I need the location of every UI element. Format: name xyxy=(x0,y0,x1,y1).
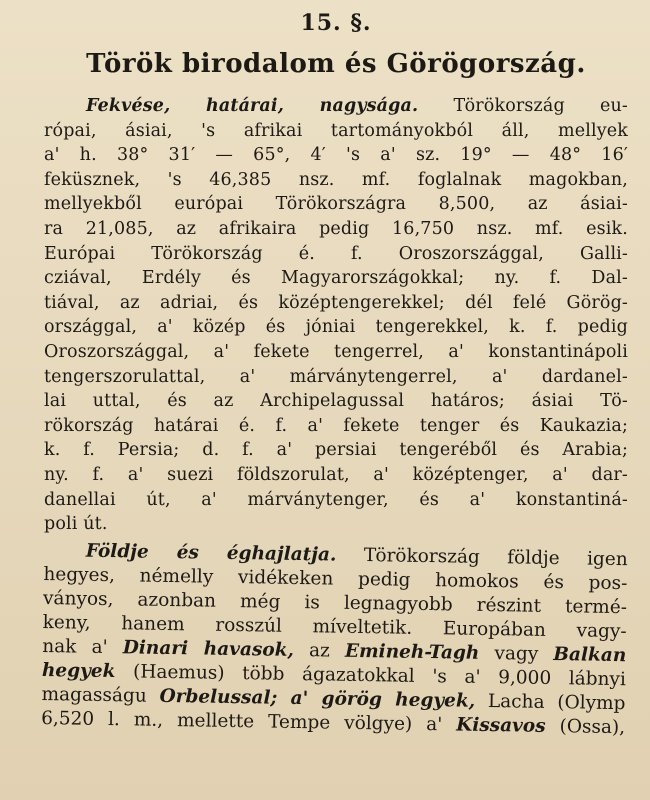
paragraph-location-borders-size xyxy=(44,94,628,537)
place-name: Balkan xyxy=(553,643,627,666)
place-name: Orbelussal; a' görög hegyek, xyxy=(159,685,476,712)
text-line: tiával, az adriai, és középtengerekkel; dél felé Görög- xyxy=(44,292,628,313)
place-name: Emineh-Tagh xyxy=(344,640,480,664)
text-line: danellai út, a' márványtenger, és a' konstantiná- xyxy=(44,489,628,510)
text-segment: vagy xyxy=(494,642,539,665)
text-line: feküsznek, 's 46,385 nsz. mf. foglalnak magokban, xyxy=(44,169,628,190)
text-line: poli út. xyxy=(44,514,108,535)
paragraph-soil-climate xyxy=(41,539,628,740)
text-line: lai uttal, és az Archipelagussal határos; ásiai Tö- xyxy=(44,391,628,412)
section-number: 15. §. xyxy=(300,10,372,36)
text-segment: magasságu xyxy=(41,683,147,707)
text-line: keny, hanem rosszúl míveltetik. Europában vagy- xyxy=(42,611,627,642)
text-segment: (Haemus) több ágazatokkal 's a' 9,000 lábnyi xyxy=(132,661,627,690)
text-line: ványos, azonban még is legnagyobb részint termé- xyxy=(42,587,628,618)
text-segment: Törökország eu- xyxy=(453,96,628,116)
text-segment: nak a' xyxy=(42,635,108,658)
text-line: rópai, ásiai, 's afrikai tartományokból áll, mellyek xyxy=(44,120,628,141)
text-segment: 6,520 l. m., mellette Tempe völgye) a' xyxy=(41,707,443,735)
text-line: ra 21,085, az afrikaira pedig 16,750 nsz. mf. esik. xyxy=(44,218,628,239)
text-line: tengerszorulattal, a' márványtengerrel, a' dardanel- xyxy=(44,366,628,387)
text-segment: Törökország földje igen xyxy=(363,544,628,570)
place-name: Dinari havasok, xyxy=(122,636,295,661)
place-name: hegyek xyxy=(41,659,116,682)
text-line xyxy=(44,94,628,119)
text-line: k. f. Persia; d. f. a' persiai tengeréből és Arabia; xyxy=(44,440,628,461)
text-line: cziával, Erdély és Magyarországokkal; ny. f. Dal- xyxy=(44,268,628,289)
text-line: országgal, a' közép és jóniai tengerekkel, k. f. pedig xyxy=(44,317,628,338)
text-line: Oroszországgal, a' fekete tengerrel, a' konstantinápoli xyxy=(44,341,628,362)
text-line: rökország határai é. f. a' fekete tenger és Kaukazia; xyxy=(44,415,628,436)
text-line: a' h. 38° 31′ — 65°, 4′ 's a' sz. 19° — 48° 16′ xyxy=(44,145,628,166)
text-segment: (Ossa), xyxy=(559,715,626,738)
paragraph-heading: Földje és éghajlatja. xyxy=(85,540,337,566)
paragraph-heading: Fekvése, határai, nagysága. xyxy=(86,96,419,116)
text-segment: az xyxy=(308,639,331,662)
chapter-title: Török birodalom és Görögország. xyxy=(86,49,586,79)
text-segment: Lacha (Olymp xyxy=(487,690,626,714)
text-line: Európai Törökország é. f. Oroszországgal, Galli- xyxy=(44,243,628,264)
text-line: mellyekből európai Törökországra 8,500, az ásiai- xyxy=(44,194,628,215)
place-name: Kissavos xyxy=(456,714,546,737)
text-line: ny. f. a' suezi földszorulat, a' középtenger, a' dar- xyxy=(44,464,628,485)
text-line: hegyes, némelly vidékeken pedig homokos és pos- xyxy=(43,563,628,594)
